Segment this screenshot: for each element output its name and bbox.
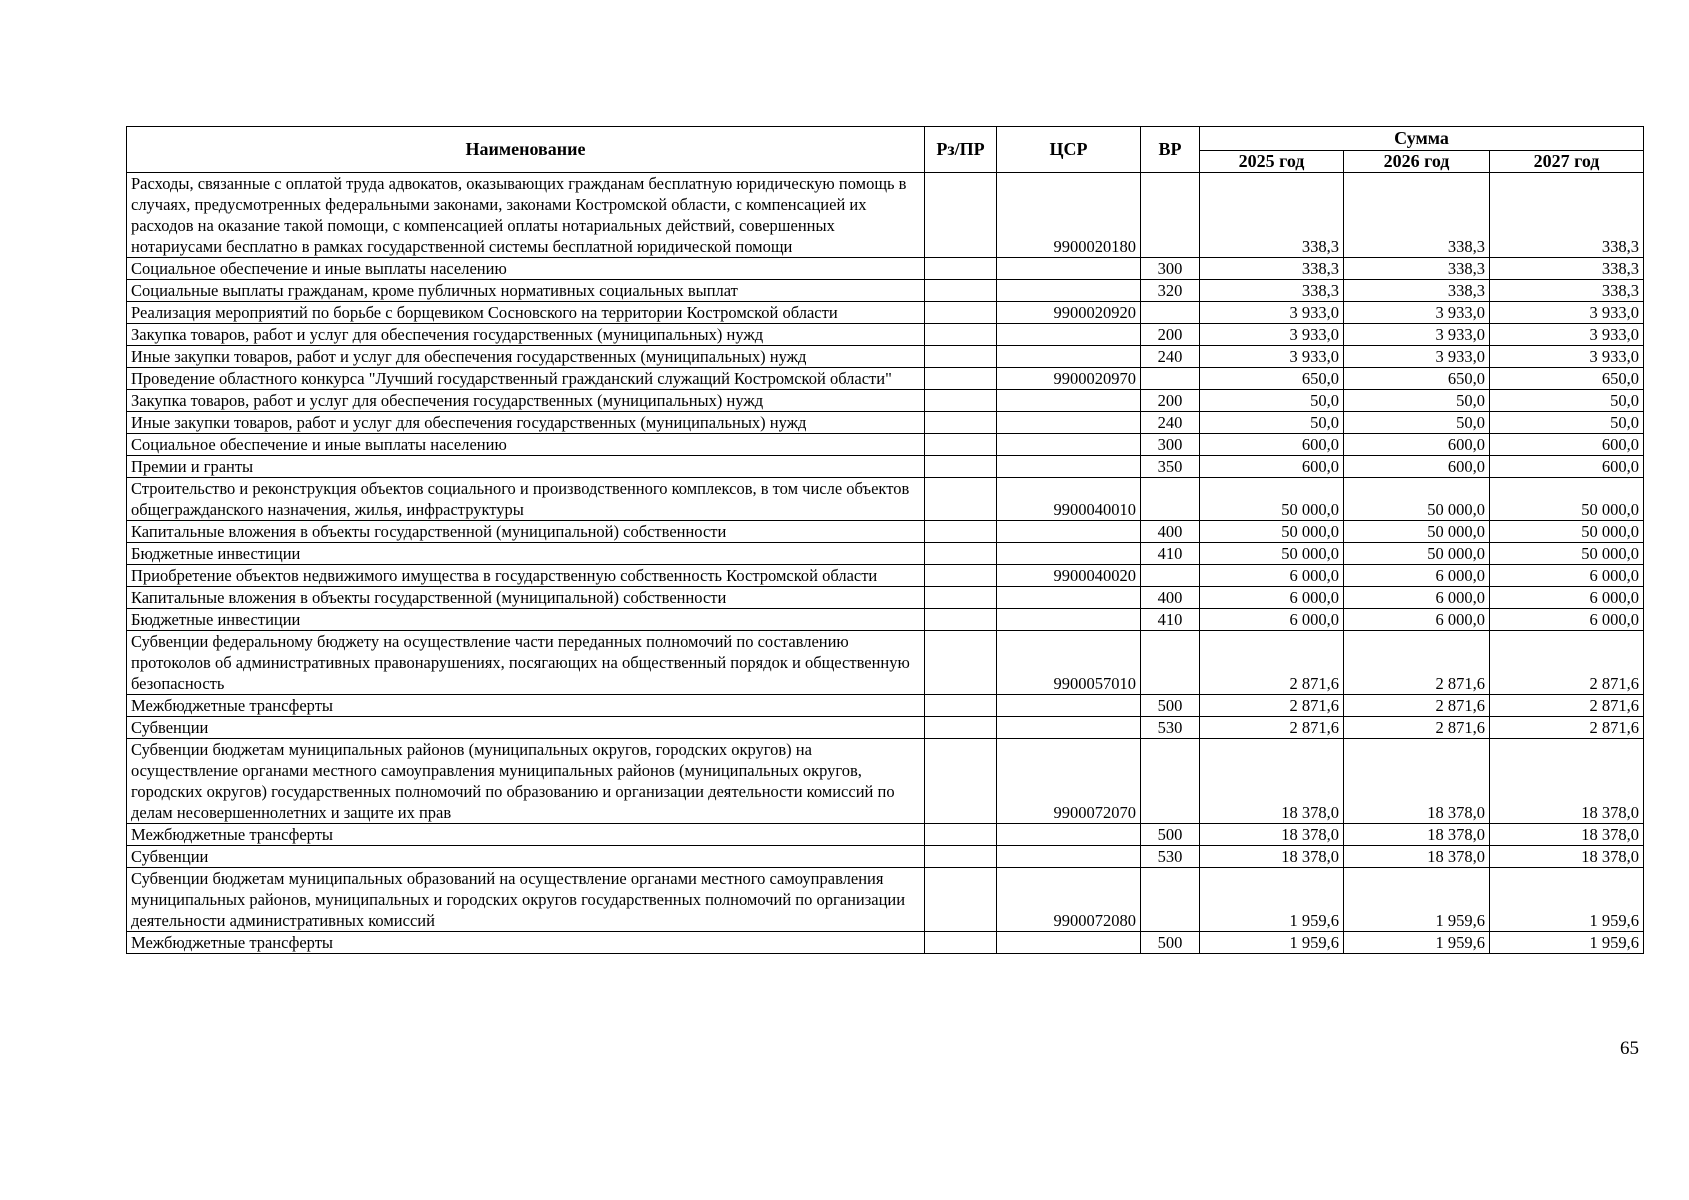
row-2026-cell: 1 959,6 [1344,932,1490,954]
row-vr-cell: 400 [1141,587,1200,609]
row-csr-cell [997,587,1141,609]
row-2025-cell: 338,3 [1200,258,1344,280]
table-row [127,390,1644,412]
row-2025-cell: 1 959,6 [1200,932,1344,954]
table-row [127,434,1644,456]
row-2027-cell: 50,0 [1490,390,1644,412]
row-name-cell: Межбюджетные трансферты [127,695,925,717]
row-rzpr-cell [925,412,997,434]
row-name-cell: Межбюджетные трансферты [127,824,925,846]
table-row [127,324,1644,346]
row-rzpr-cell [925,280,997,302]
row-2026-cell: 3 933,0 [1344,346,1490,368]
table-row [127,258,1644,280]
table-row [127,280,1644,302]
row-name-cell: Бюджетные инвестиции [127,543,925,565]
table-row [127,521,1644,543]
row-name-cell: Проведение областного конкурса "Лучший государственный гражданский служащий Костромской области" [127,368,925,390]
row-vr-cell [1141,368,1200,390]
row-name-cell: Закупка товаров, работ и услуг для обеспечения государственных (муниципальных) нужд [127,390,925,412]
row-2025-cell: 338,3 [1200,173,1344,258]
row-vr-cell [1141,302,1200,324]
row-csr-cell: 9900057010 [997,631,1141,695]
table-row [127,346,1644,368]
table-body [127,173,1644,954]
row-csr-cell [997,258,1141,280]
row-csr-cell [997,280,1141,302]
row-rzpr-cell [925,390,997,412]
row-csr-cell: 9900020180 [997,173,1141,258]
row-csr-cell [997,434,1141,456]
row-2026-cell: 6 000,0 [1344,609,1490,631]
table-row [127,739,1644,824]
row-2026-cell: 338,3 [1344,280,1490,302]
row-csr-cell [997,543,1141,565]
row-2025-cell: 600,0 [1200,434,1344,456]
row-rzpr-cell [925,346,997,368]
row-vr-cell: 350 [1141,456,1200,478]
row-csr-cell: 9900040010 [997,478,1141,521]
row-vr-cell: 500 [1141,695,1200,717]
row-vr-cell [1141,565,1200,587]
row-csr-cell [997,412,1141,434]
table-row [127,368,1644,390]
row-2025-cell: 6 000,0 [1200,565,1344,587]
row-2026-cell: 18 378,0 [1344,824,1490,846]
table-row [127,173,1644,258]
row-csr-cell [997,824,1141,846]
row-2026-cell: 6 000,0 [1344,587,1490,609]
row-2025-cell: 3 933,0 [1200,346,1344,368]
row-csr-cell [997,390,1141,412]
row-vr-cell: 400 [1141,521,1200,543]
row-rzpr-cell [925,434,997,456]
row-vr-cell: 530 [1141,846,1200,868]
row-rzpr-cell [925,302,997,324]
row-vr-cell [1141,739,1200,824]
row-2027-cell: 50,0 [1490,412,1644,434]
row-name-cell: Расходы, связанные с оплатой труда адвокатов, оказывающих гражданам бесплатную юридическую помощь в случаях, предусмотренных федеральными законами, законами Костромской области, с компенсацией их расходов на оказание такой помощи, с компенсацией оплаты нотариальных действий, совершенных нотариусами бесплатно в рамках государственной системы бесплатной юридической помощи [127,173,925,258]
row-name-cell: Социальное обеспечение и иные выплаты населению [127,434,925,456]
row-vr-cell: 240 [1141,346,1200,368]
row-2027-cell: 3 933,0 [1490,346,1644,368]
row-2025-cell: 50,0 [1200,390,1344,412]
row-rzpr-cell [925,739,997,824]
row-csr-cell [997,932,1141,954]
row-name-cell: Закупка товаров, работ и услуг для обеспечения государственных (муниципальных) нужд [127,324,925,346]
row-csr-cell: 9900072080 [997,868,1141,932]
row-2027-cell: 50 000,0 [1490,478,1644,521]
row-rzpr-cell [925,587,997,609]
row-rzpr-cell [925,609,997,631]
row-rzpr-cell [925,456,997,478]
row-2027-cell: 6 000,0 [1490,609,1644,631]
row-rzpr-cell [925,543,997,565]
header-vr: ВР [1141,127,1200,173]
row-rzpr-cell [925,717,997,739]
table-row [127,609,1644,631]
row-2027-cell: 338,3 [1490,258,1644,280]
table-row [127,631,1644,695]
row-name-cell: Реализация мероприятий по борьбе с борщевиком Сосновского на территории Костромской области [127,302,925,324]
table-row [127,824,1644,846]
header-csr: ЦСР [997,127,1141,173]
row-csr-cell [997,324,1141,346]
row-vr-cell [1141,868,1200,932]
row-rzpr-cell [925,846,997,868]
row-2027-cell: 3 933,0 [1490,324,1644,346]
table-row [127,932,1644,954]
row-2026-cell: 2 871,6 [1344,695,1490,717]
row-2025-cell: 3 933,0 [1200,324,1344,346]
table-header [127,127,1644,173]
row-name-cell: Иные закупки товаров, работ и услуг для обеспечения государственных (муниципальных) нужд [127,346,925,368]
row-2027-cell: 3 933,0 [1490,302,1644,324]
row-vr-cell: 240 [1141,412,1200,434]
row-2027-cell: 600,0 [1490,434,1644,456]
row-name-cell: Иные закупки товаров, работ и услуг для обеспечения государственных (муниципальных) нужд [127,412,925,434]
header-name: Наименование [127,127,925,173]
row-name-cell: Субвенции [127,717,925,739]
row-rzpr-cell [925,258,997,280]
table-row [127,695,1644,717]
row-vr-cell [1141,478,1200,521]
row-2026-cell: 50,0 [1344,412,1490,434]
row-vr-cell: 500 [1141,932,1200,954]
row-vr-cell: 410 [1141,543,1200,565]
row-2026-cell: 50 000,0 [1344,521,1490,543]
row-2026-cell: 600,0 [1344,456,1490,478]
page-number: 65 [1620,1038,1639,1059]
table-row [127,456,1644,478]
budget-table [126,126,1644,954]
header-year-2025: 2025 год [1200,151,1344,173]
row-2025-cell: 2 871,6 [1200,695,1344,717]
row-rzpr-cell [925,173,997,258]
row-2025-cell: 18 378,0 [1200,739,1344,824]
row-2027-cell: 600,0 [1490,456,1644,478]
row-rzpr-cell [925,368,997,390]
row-vr-cell: 300 [1141,434,1200,456]
row-rzpr-cell [925,695,997,717]
row-2025-cell: 50 000,0 [1200,543,1344,565]
row-vr-cell: 320 [1141,280,1200,302]
row-csr-cell [997,609,1141,631]
row-2026-cell: 50 000,0 [1344,478,1490,521]
row-csr-cell [997,717,1141,739]
row-2025-cell: 3 933,0 [1200,302,1344,324]
row-2027-cell: 338,3 [1490,173,1644,258]
row-2027-cell: 6 000,0 [1490,565,1644,587]
row-name-cell: Межбюджетные трансферты [127,932,925,954]
row-csr-cell [997,521,1141,543]
header-sum: Сумма [1200,127,1644,151]
row-2026-cell: 50 000,0 [1344,543,1490,565]
row-2027-cell: 2 871,6 [1490,695,1644,717]
row-csr-cell: 9900072070 [997,739,1141,824]
row-2025-cell: 50 000,0 [1200,478,1344,521]
row-vr-cell: 200 [1141,324,1200,346]
row-2027-cell: 2 871,6 [1490,717,1644,739]
header-year-2027: 2027 год [1490,151,1644,173]
row-name-cell: Субвенции федеральному бюджету на осуществление части переданных полномочий по составлению протоколов об административных правонарушениях, посягающих на общественный порядок и общественную безопасность [127,631,925,695]
row-name-cell: Субвенции бюджетам муниципальных районов (муниципальных округов, городских округов) на осуществление органами местного самоуправления муниципальных районов (муниципальных округов, городских округов) государственных полномочий по образованию и организации деятельности комиссий по делам несовершеннолетних и защите их прав [127,739,925,824]
row-2026-cell: 338,3 [1344,173,1490,258]
row-name-cell: Субвенции [127,846,925,868]
row-rzpr-cell [925,324,997,346]
row-name-cell: Капитальные вложения в объекты государственной (муниципальной) собственности [127,587,925,609]
row-name-cell: Капитальные вложения в объекты государственной (муниципальной) собственности [127,521,925,543]
row-csr-cell: 9900020920 [997,302,1141,324]
header-rzpr: Рз/ПР [925,127,997,173]
table-row [127,868,1644,932]
row-rzpr-cell [925,932,997,954]
row-2026-cell: 2 871,6 [1344,631,1490,695]
row-2027-cell: 1 959,6 [1490,868,1644,932]
row-rzpr-cell [925,631,997,695]
row-2025-cell: 18 378,0 [1200,846,1344,868]
row-2025-cell: 338,3 [1200,280,1344,302]
row-2025-cell: 2 871,6 [1200,631,1344,695]
table-row [127,565,1644,587]
header-year-2026: 2026 год [1344,151,1490,173]
row-csr-cell [997,456,1141,478]
row-2025-cell: 600,0 [1200,456,1344,478]
row-2025-cell: 50 000,0 [1200,521,1344,543]
row-rzpr-cell [925,565,997,587]
row-2026-cell: 3 933,0 [1344,302,1490,324]
row-name-cell: Социальное обеспечение и иные выплаты населению [127,258,925,280]
row-2027-cell: 650,0 [1490,368,1644,390]
row-2027-cell: 338,3 [1490,280,1644,302]
row-csr-cell [997,346,1141,368]
row-2027-cell: 18 378,0 [1490,824,1644,846]
row-2025-cell: 6 000,0 [1200,609,1344,631]
table-row [127,846,1644,868]
row-2025-cell: 1 959,6 [1200,868,1344,932]
row-vr-cell [1141,173,1200,258]
row-name-cell: Строительство и реконструкция объектов социального и производственного комплексов, в том числе объектов общегражданского назначения, жилья, инфраструктуры [127,478,925,521]
row-vr-cell: 500 [1141,824,1200,846]
row-rzpr-cell [925,478,997,521]
row-2025-cell: 18 378,0 [1200,824,1344,846]
row-2026-cell: 338,3 [1344,258,1490,280]
row-vr-cell: 200 [1141,390,1200,412]
row-name-cell: Бюджетные инвестиции [127,609,925,631]
row-vr-cell: 300 [1141,258,1200,280]
row-csr-cell: 9900020970 [997,368,1141,390]
row-2027-cell: 2 871,6 [1490,631,1644,695]
table-row [127,587,1644,609]
table-row [127,412,1644,434]
row-2027-cell: 18 378,0 [1490,846,1644,868]
table-row [127,717,1644,739]
row-2026-cell: 6 000,0 [1344,565,1490,587]
row-csr-cell: 9900040020 [997,565,1141,587]
row-2026-cell: 3 933,0 [1344,324,1490,346]
row-2026-cell: 18 378,0 [1344,739,1490,824]
row-2026-cell: 1 959,6 [1344,868,1490,932]
row-name-cell: Субвенции бюджетам муниципальных образований на осуществление органами местного самоуправления муниципальных районов, муниципальных и городских округов государственных полномочий по организации деятельности административных комиссий [127,868,925,932]
row-rzpr-cell [925,521,997,543]
row-name-cell: Премии и гранты [127,456,925,478]
row-rzpr-cell [925,868,997,932]
row-vr-cell [1141,631,1200,695]
row-2026-cell: 18 378,0 [1344,846,1490,868]
row-name-cell: Социальные выплаты гражданам, кроме публичных нормативных социальных выплат [127,280,925,302]
row-2026-cell: 600,0 [1344,434,1490,456]
row-2027-cell: 50 000,0 [1490,543,1644,565]
row-2025-cell: 2 871,6 [1200,717,1344,739]
row-rzpr-cell [925,824,997,846]
row-2027-cell: 18 378,0 [1490,739,1644,824]
row-vr-cell: 530 [1141,717,1200,739]
row-2026-cell: 50,0 [1344,390,1490,412]
row-2027-cell: 6 000,0 [1490,587,1644,609]
row-vr-cell: 410 [1141,609,1200,631]
row-2025-cell: 650,0 [1200,368,1344,390]
row-2025-cell: 50,0 [1200,412,1344,434]
table-row [127,302,1644,324]
row-2026-cell: 2 871,6 [1344,717,1490,739]
row-2027-cell: 50 000,0 [1490,521,1644,543]
row-2027-cell: 1 959,6 [1490,932,1644,954]
row-2025-cell: 6 000,0 [1200,587,1344,609]
row-csr-cell [997,695,1141,717]
table-row [127,478,1644,521]
row-csr-cell [997,846,1141,868]
row-2026-cell: 650,0 [1344,368,1490,390]
row-name-cell: Приобретение объектов недвижимого имущества в государственную собственность Костромской области [127,565,925,587]
table-row [127,543,1644,565]
